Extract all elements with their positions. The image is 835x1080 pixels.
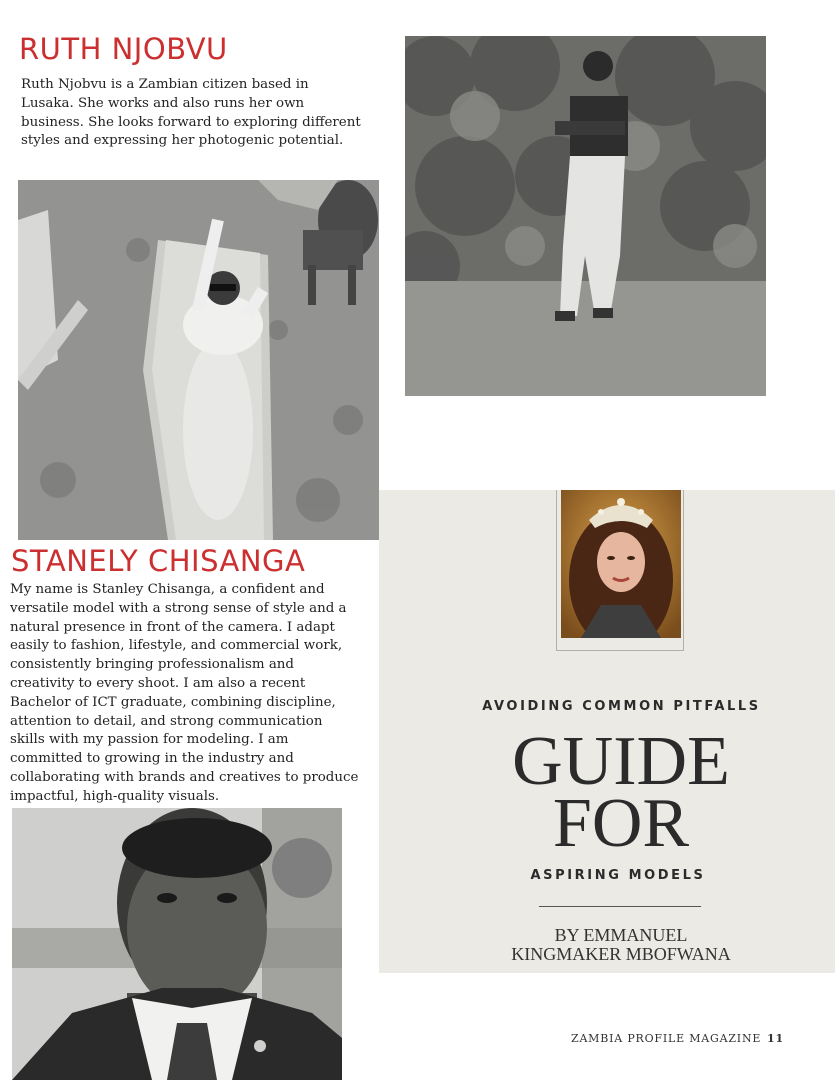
ad-byline-line1: BY EMMANUEL	[554, 925, 688, 945]
photo-ruth-lounger	[18, 180, 379, 540]
profile-bio-ruth: Ruth Njobvu is a Zambian citizen based in Lusaka. She works and also runs her own business. She looks forward to exploring different styles and expressing her photogenic potential.	[21, 77, 361, 149]
ad-byline-line2: KINGMAKER MBOFWANA	[511, 944, 731, 964]
ad-title-line2: FOR	[552, 785, 690, 862]
ad-title-line1: GUIDE	[512, 723, 730, 800]
profile-name-ruth: RUTH NJOBVU	[19, 32, 228, 66]
profile-name-stanely: STANELY CHISANGA	[11, 544, 306, 578]
photo-stanley-portrait	[12, 808, 342, 1080]
profile-bio-stanely: My name is Stanley Chisanga, a confident and versatile model with a strong sense of style and a natural presence in front of the camera. I adapt easily to fashion, lifestyle, and commercial work, consistently bringing professionalism and creativity to every shoot. I am also a recent Bachelor of ICT graduate, combining discipline, attention to detail, and strong communication skills with my passion for modeling. I am committed to growing in the industry and collaborating with brands and creatives to produce impactful, high-quality visuals.	[10, 582, 359, 804]
ad-divider	[539, 906, 701, 907]
ad-subtitle: ASPIRING MODELS	[530, 868, 706, 883]
ad-portrait-photo	[561, 490, 681, 638]
photo-ruth-standing	[405, 36, 766, 396]
ad-kicker: AVOIDING COMMON PITFALLS	[482, 699, 761, 714]
footer-magazine-name: ZAMBIA PROFILE MAGAZINE	[571, 1032, 762, 1045]
footer-page-number: 11	[767, 1032, 784, 1045]
